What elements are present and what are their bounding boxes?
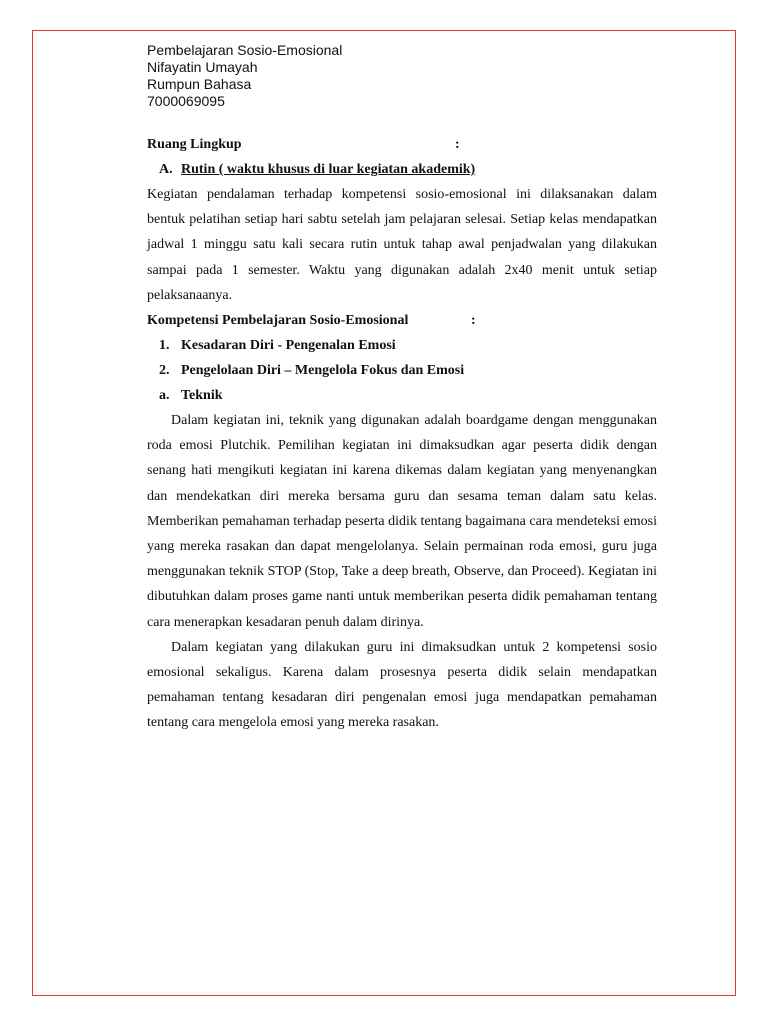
document-header	[147, 42, 657, 110]
section-heading-ruang-lingkup	[147, 132, 657, 157]
paragraph-teknik-2: Dalam kegiatan yang dilakukan guru ini dimaksudkan untuk 2 kompetensi sosio emosional sekaligus. Karena dalam prosesnya peserta didik selain mendapatkan pemahaman tentang kesadaran diri pengenalan emosi juga mendapatkan pemahaman tentang cara mengelola emosi yang mereka rasakan.	[147, 639, 657, 731]
list-item-teknik	[147, 383, 657, 408]
list-item-label: Kesadaran Diri - Pengenalan Emosi	[181, 338, 396, 354]
list-marker: a.	[159, 388, 170, 404]
list-item-pengelolaan-diri	[147, 358, 657, 383]
section-heading-kompetensi	[147, 308, 657, 333]
header-department: Rumpun Bahasa	[147, 76, 252, 92]
header-author: Nifayatin Umayah	[147, 59, 258, 75]
list-marker: 1.	[159, 338, 170, 354]
list-item-label: Teknik	[181, 388, 223, 404]
header-title: Pembelajaran Sosio-Emosional	[147, 42, 343, 58]
list-item-kesadaran-diri	[147, 333, 657, 358]
list-marker: A.	[159, 162, 173, 177]
document-body	[147, 132, 657, 736]
header-id-number: 7000069095	[147, 93, 225, 109]
list-item-label: Pengelolaan Diri – Mengelola Fokus dan Emosi	[181, 363, 465, 379]
heading-label: Kompetensi Pembelajaran Sosio-Emosional	[147, 313, 409, 329]
document-content	[147, 42, 657, 736]
heading-colon: :	[471, 313, 476, 329]
paragraph-teknik-1: Dalam kegiatan ini, teknik yang digunakan adalah boardgame dengan menggunakan roda emosi Plutchik. Pemilihan kegiatan ini dimaksudkan agar peserta didik dengan senang hati mengikuti kegiatan ini karena dikemas dalam kegiatan yang menyenangkan dan mendekatkan diri mereka bersama guru dan sesama teman dalam satu kelas. Memberikan pemahaman terhadap peserta didik tentang bagaimana cara mendeteksi emosi yang mereka rasakan dan dapat mengelolanya. Selain permainan roda emosi, guru juga menggunakan teknik STOP (Stop, Take a deep breath, Observe, dan Proceed). Kegiatan ini dibutuhkan dalam proses game nanti untuk memberikan peserta didik pemahaman tentang cara menerapkan kesadaran penuh dalam dirinya.	[147, 413, 657, 630]
heading-label: Ruang Lingkup	[147, 137, 242, 152]
list-item-rutin	[147, 157, 657, 182]
list-marker: 2.	[159, 363, 170, 379]
paragraph-rutin: Kegiatan pendalaman terhadap kompetensi sosio-emosional ini dilaksanakan dalam bentuk pelatihan setiap hari sabtu setelah jam pelajaran selesai. Setiap kelas mendapatkan jadwal 1 minggu satu kali secara rutin untuk tahap awal penjadwalan yang dilakukan sampai pada 1 semester. Waktu yang digunakan adalah 2x40 menit untuk setiap pelaksanaanya.	[147, 187, 657, 303]
heading-colon: :	[455, 137, 460, 152]
list-item-label: Rutin ( waktu khusus di luar kegiatan akademik)	[181, 162, 476, 177]
